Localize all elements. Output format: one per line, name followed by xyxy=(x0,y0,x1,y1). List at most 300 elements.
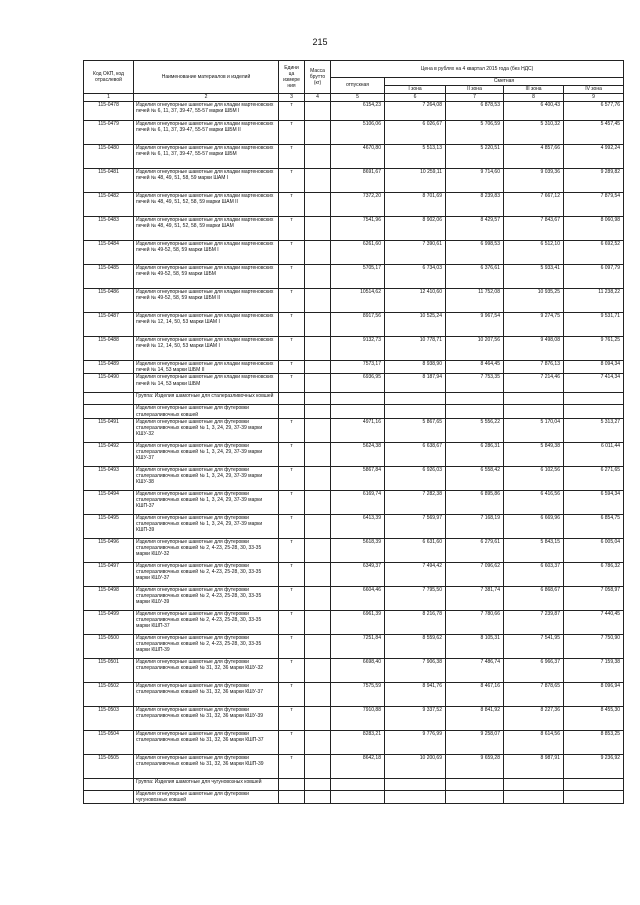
table-row xyxy=(84,169,624,193)
zone-2-price-cell: 7 168,19 xyxy=(446,514,504,538)
name-cell: Изделия огнеупорные шамотные для футеровки сталеразливочных ковшей № 2, 4-23, 25-28, 30, 33-35 марки КШП-37 xyxy=(134,610,279,634)
zone-4-price-cell: 7 750,90 xyxy=(564,634,624,658)
code-cell: 115-0493 xyxy=(84,466,134,490)
release-price-cell: 8917,56 xyxy=(331,313,385,337)
table-row xyxy=(84,393,624,405)
index-cell: 5 xyxy=(331,94,385,102)
code-cell: 115-0503 xyxy=(84,706,134,730)
release-price-cell: 6936,95 xyxy=(331,374,385,393)
index-cell: 9 xyxy=(564,94,624,102)
zone-4-price-cell: 6 577,76 xyxy=(564,102,624,121)
mass-cell xyxy=(305,169,331,193)
zone-2-price-cell: 9 258,07 xyxy=(446,730,504,754)
zone-3-price-cell: 7 876,13 xyxy=(504,361,564,374)
name-cell: Изделия огнеупорные шамотные для футеровки сталеразливочных ковшей № 1, 3, 24, 29, 37-39 марки КШП-39 xyxy=(134,514,279,538)
mass-cell xyxy=(305,790,331,803)
zone-2-price-cell xyxy=(446,778,504,790)
zone-4-price-cell: 8 853,25 xyxy=(564,730,624,754)
zone-3-price-cell: 5 170,04 xyxy=(504,418,564,442)
zone-2-price-cell: 9 659,28 xyxy=(446,754,504,778)
table-row xyxy=(84,405,624,418)
zone-1-price-cell: 8 559,62 xyxy=(385,634,446,658)
unit-cell: т xyxy=(279,586,305,610)
zone-4-price-cell: 4 992,24 xyxy=(564,145,624,169)
zone-4-price-cell: 6 011,44 xyxy=(564,442,624,466)
release-price-cell: 7251,84 xyxy=(331,634,385,658)
code-cell: 115-0486 xyxy=(84,289,134,313)
unit-cell: т xyxy=(279,241,305,265)
zone-1-price-cell: 9 337,52 xyxy=(385,706,446,730)
release-price-cell: 9132,73 xyxy=(331,337,385,361)
table-row xyxy=(84,442,624,466)
release-price-cell: 7575,59 xyxy=(331,682,385,706)
zone-1-price-cell: 7 795,50 xyxy=(385,586,446,610)
unit-cell: т xyxy=(279,466,305,490)
name-cell: Группа: Изделия шамотные для чугуновозных ковшей xyxy=(134,778,279,790)
code-cell: 115-0497 xyxy=(84,562,134,586)
code-cell: 115-0505 xyxy=(84,754,134,778)
index-cell: 8 xyxy=(504,94,564,102)
table-row xyxy=(84,634,624,658)
zone-2-price-cell: 8 429,57 xyxy=(446,217,504,241)
zone-2-price-cell: 6 878,53 xyxy=(446,102,504,121)
zone-4-price-cell: 9 236,92 xyxy=(564,754,624,778)
mass-cell xyxy=(305,706,331,730)
name-cell: Изделия огнеупорные шамотные для футеровки сталеразливочных ковшей № 31, 32, 36 марки КШП-39 xyxy=(134,754,279,778)
zone-2-price-cell: 7 753,35 xyxy=(446,374,504,393)
zone-4-price-cell: 6 692,52 xyxy=(564,241,624,265)
zone-3-price-cell: 5 849,38 xyxy=(504,442,564,466)
mass-cell xyxy=(305,102,331,121)
index-cell: 4 xyxy=(305,94,331,102)
zone-3-price-cell: 6 416,56 xyxy=(504,490,564,514)
unit-cell: т xyxy=(279,337,305,361)
zone-2-price-cell: 6 376,61 xyxy=(446,265,504,289)
unit-cell: т xyxy=(279,442,305,466)
unit-cell: т xyxy=(279,169,305,193)
release-price-cell: 4971,16 xyxy=(331,418,385,442)
zone-2-price-cell: 6 998,53 xyxy=(446,241,504,265)
table-row xyxy=(84,610,624,634)
table-row xyxy=(84,121,624,145)
table-row xyxy=(84,241,624,265)
release-price-cell: 7541,96 xyxy=(331,217,385,241)
unit-cell: т xyxy=(279,193,305,217)
index-cell: 1 xyxy=(84,94,134,102)
release-price-cell: 6154,23 xyxy=(331,102,385,121)
unit-cell: т xyxy=(279,682,305,706)
code-cell: 115-0495 xyxy=(84,514,134,538)
zone-4-price-cell: 6 097,79 xyxy=(564,265,624,289)
code-cell xyxy=(84,405,134,418)
index-cell: 7 xyxy=(446,94,504,102)
zone-3-price-cell: 6 102,56 xyxy=(504,466,564,490)
zone-1-price-cell xyxy=(385,790,446,803)
zone-1-price-cell: 7 282,38 xyxy=(385,490,446,514)
zone-3-price-cell: 5 843,15 xyxy=(504,538,564,562)
release-price-cell: 5106,06 xyxy=(331,121,385,145)
mass-cell xyxy=(305,754,331,778)
release-price-cell: 6169,74 xyxy=(331,490,385,514)
unit-cell: т xyxy=(279,265,305,289)
name-cell: Группа: Изделия шамотные для сталеразливочных ковшей xyxy=(134,393,279,405)
zone-2-price-cell: 6 286,31 xyxy=(446,442,504,466)
zone-4-price-cell: 7 879,54 xyxy=(564,193,624,217)
zone-3-price-cell: 7 541,95 xyxy=(504,634,564,658)
header-index-row xyxy=(84,94,624,102)
zone-3-price-cell: 6 400,43 xyxy=(504,102,564,121)
zone-3-price-cell: 6 603,37 xyxy=(504,562,564,586)
table-row xyxy=(84,658,624,682)
release-price-cell: 6604,46 xyxy=(331,586,385,610)
zone-2-price-cell: 9 967,54 xyxy=(446,313,504,337)
name-cell: Изделия огнеупорные шамотные для футеровки сталеразливочных ковшей № 2, 4-23, 25-28, 30, 33-35 марки КШУ-39 xyxy=(134,586,279,610)
mass-cell xyxy=(305,393,331,405)
zone-2-price-cell: 6 558,42 xyxy=(446,466,504,490)
zone-3-price-cell: 6 512,10 xyxy=(504,241,564,265)
unit-cell: т xyxy=(279,538,305,562)
mass-cell xyxy=(305,337,331,361)
zone-4-price-cell: 5 457,45 xyxy=(564,121,624,145)
zone-1-price-cell: 8 701,69 xyxy=(385,193,446,217)
code-cell: 115-0480 xyxy=(84,145,134,169)
table-row xyxy=(84,706,624,730)
zone-4-price-cell: 9 289,82 xyxy=(564,169,624,193)
release-price-cell: 7910,88 xyxy=(331,706,385,730)
zone-2-price-cell: 5 220,51 xyxy=(446,145,504,169)
release-price-cell: 6698,40 xyxy=(331,658,385,682)
code-cell: 115-0501 xyxy=(84,658,134,682)
zone-3-price-cell: 7 878,65 xyxy=(504,682,564,706)
zone-1-price-cell: 6 734,03 xyxy=(385,265,446,289)
zone-1-price-cell: 7 494,42 xyxy=(385,562,446,586)
table-row xyxy=(84,193,624,217)
release-price-cell xyxy=(331,405,385,418)
table-row xyxy=(84,466,624,490)
name-cell: Изделия огнеупорные шамотные для футеровки чугуновозных ковшей xyxy=(134,790,279,803)
code-cell: 115-0479 xyxy=(84,121,134,145)
zone-1-price-cell: 5 867,65 xyxy=(385,418,446,442)
name-cell: Изделия огнеупорные шамотные для футеровки сталеразливочных ковшей № 1, 3, 24, 29, 37-39 марки КШУ-32 xyxy=(134,418,279,442)
table-row xyxy=(84,265,624,289)
zone-2-price-cell: 7 780,66 xyxy=(446,610,504,634)
zone-4-price-cell: 9 761,25 xyxy=(564,337,624,361)
table-row xyxy=(84,418,624,442)
zone-4-price-cell: 8 096,94 xyxy=(564,682,624,706)
table-row xyxy=(84,514,624,538)
table-row xyxy=(84,337,624,361)
code-cell: 115-0499 xyxy=(84,610,134,634)
mass-cell xyxy=(305,405,331,418)
unit-cell: т xyxy=(279,634,305,658)
zone-4-price-cell: 6 786,32 xyxy=(564,562,624,586)
table-row xyxy=(84,538,624,562)
zone-1-price-cell: 10 259,11 xyxy=(385,169,446,193)
header-release: отпускная xyxy=(331,78,385,94)
mass-cell xyxy=(305,193,331,217)
zone-2-price-cell: 11 752,08 xyxy=(446,289,504,313)
zone-4-price-cell: 7 058,97 xyxy=(564,586,624,610)
index-cell: 6 xyxy=(385,94,446,102)
zone-1-price-cell: 10 200,69 xyxy=(385,754,446,778)
release-price-cell: 7372,20 xyxy=(331,193,385,217)
zone-1-price-cell xyxy=(385,778,446,790)
mass-cell xyxy=(305,121,331,145)
zone-3-price-cell: 7 239,87 xyxy=(504,610,564,634)
zone-2-price-cell: 6 895,86 xyxy=(446,490,504,514)
header-zone-4: IV зона xyxy=(564,86,624,94)
name-cell: Изделия огнеупорные шамотные для кладки мартеновских печей № 14, 53 марки ШБМ II xyxy=(134,361,279,374)
zone-3-price-cell: 8 227,36 xyxy=(504,706,564,730)
zone-2-price-cell: 9 714,60 xyxy=(446,169,504,193)
zone-1-price-cell: 6 638,67 xyxy=(385,442,446,466)
zone-2-price-cell xyxy=(446,790,504,803)
code-cell xyxy=(84,778,134,790)
zone-3-price-cell: 7 667,12 xyxy=(504,193,564,217)
mass-cell xyxy=(305,374,331,393)
zone-2-price-cell: 7 096,62 xyxy=(446,562,504,586)
zone-1-price-cell: 8 902,06 xyxy=(385,217,446,241)
unit-cell xyxy=(279,405,305,418)
unit-cell: т xyxy=(279,562,305,586)
zone-2-price-cell: 6 279,61 xyxy=(446,538,504,562)
mass-cell xyxy=(305,610,331,634)
code-cell: 115-0478 xyxy=(84,102,134,121)
zone-3-price-cell: 9 039,36 xyxy=(504,169,564,193)
header-zone-3: III зона xyxy=(504,86,564,94)
zone-1-price-cell: 8 941,76 xyxy=(385,682,446,706)
mass-cell xyxy=(305,490,331,514)
name-cell: Изделия огнеупорные шамотные для футеровки сталеразливочных ковшей № 2, 4-23, 25-28, 30, 33-35 марки КШУ-32 xyxy=(134,538,279,562)
unit-cell: т xyxy=(279,514,305,538)
zone-4-price-cell: 6 271,65 xyxy=(564,466,624,490)
zone-1-price-cell: 7 264,08 xyxy=(385,102,446,121)
zone-4-price-cell: 6 005,04 xyxy=(564,538,624,562)
table-row xyxy=(84,682,624,706)
mass-cell xyxy=(305,634,331,658)
mass-cell xyxy=(305,217,331,241)
header-zone-2: II зона xyxy=(446,86,504,94)
zone-2-price-cell xyxy=(446,393,504,405)
name-cell: Изделия огнеупорные шамотные для кладки мартеновских печей № 49-52, 58, 59 марки ШБМ xyxy=(134,265,279,289)
code-cell: 115-0490 xyxy=(84,374,134,393)
unit-cell xyxy=(279,778,305,790)
zone-3-price-cell xyxy=(504,778,564,790)
index-cell: 3 xyxy=(279,94,305,102)
zone-4-price-cell xyxy=(564,405,624,418)
header-mass: Масса брутто (кг) xyxy=(305,61,331,94)
zone-4-price-cell xyxy=(564,778,624,790)
code-cell: 115-0494 xyxy=(84,490,134,514)
mass-cell xyxy=(305,466,331,490)
unit-cell xyxy=(279,790,305,803)
table-row xyxy=(84,289,624,313)
zone-4-price-cell: 8 094,34 xyxy=(564,361,624,374)
index-cell: 2 xyxy=(134,94,279,102)
release-price-cell: 5705,17 xyxy=(331,265,385,289)
unit-cell: т xyxy=(279,418,305,442)
mass-cell xyxy=(305,361,331,374)
unit-cell: т xyxy=(279,361,305,374)
zone-4-price-cell xyxy=(564,790,624,803)
zone-1-price-cell: 8 187,94 xyxy=(385,374,446,393)
name-cell: Изделия огнеупорные шамотные для кладки мартеновских печей № 6, 11, 37, 39-47, 55-57 марки ШБМ II xyxy=(134,121,279,145)
release-price-cell: 7573,17 xyxy=(331,361,385,374)
name-cell: Изделия огнеупорные шамотные для кладки мартеновских печей № 48, 49, 51, 52, 58, 59 марки ШАМ xyxy=(134,217,279,241)
name-cell: Изделия огнеупорные шамотные для футеровки сталеразливочных ковшей № 2, 4-23, 25-28, 30, 33-35 марки КШП-39 xyxy=(134,634,279,658)
name-cell: Изделия огнеупорные шамотные для футеровки сталеразливочных ковшей № 1, 3, 24, 29, 37-39 марки КШУ-38 xyxy=(134,466,279,490)
page-number: 215 xyxy=(312,37,328,47)
zone-1-price-cell: 6 926,03 xyxy=(385,466,446,490)
name-cell: Изделия огнеупорные шамотные для кладки мартеновских печей № 49-52, 58, 59 марки ШБМ I xyxy=(134,241,279,265)
zone-3-price-cell xyxy=(504,393,564,405)
zone-3-price-cell xyxy=(504,405,564,418)
zone-3-price-cell: 6 966,37 xyxy=(504,658,564,682)
table-row xyxy=(84,361,624,374)
unit-cell: т xyxy=(279,374,305,393)
code-cell: 115-0484 xyxy=(84,241,134,265)
name-cell: Изделия огнеупорные шамотные для футеровки сталеразливочных ковшей № 31, 32, 36 марки КШП-37 xyxy=(134,730,279,754)
release-price-cell: 5867,84 xyxy=(331,466,385,490)
name-cell: Изделия огнеупорные шамотные для кладки мартеновских печей № 49-52, 58, 59 марки ШБМ II xyxy=(134,289,279,313)
table-row xyxy=(84,217,624,241)
price-table xyxy=(83,60,624,804)
mass-cell xyxy=(305,313,331,337)
mass-cell xyxy=(305,562,331,586)
name-cell: Изделия огнеупорные шамотные для футеровки сталеразливочных ковшей № 31, 32, 36 марки КШУ-39 xyxy=(134,706,279,730)
zone-3-price-cell: 4 857,66 xyxy=(504,145,564,169)
code-cell: 115-0500 xyxy=(84,634,134,658)
zone-4-price-cell: 7 440,45 xyxy=(564,610,624,634)
code-cell: 115-0492 xyxy=(84,442,134,466)
zone-4-price-cell: 6 594,34 xyxy=(564,490,624,514)
mass-cell xyxy=(305,730,331,754)
code-cell xyxy=(84,790,134,803)
code-cell xyxy=(84,393,134,405)
name-cell: Изделия огнеупорные шамотные для кладки мартеновских печей № 48, 49, 51, 52, 58, 59 марки ШАМ II xyxy=(134,193,279,217)
name-cell: Изделия огнеупорные шамотные для кладки мартеновских печей № 6, 11, 37, 39-47, 55-57 марки ШБМ I xyxy=(134,102,279,121)
zone-4-price-cell: 9 531,71 xyxy=(564,313,624,337)
code-cell: 115-0496 xyxy=(84,538,134,562)
header-zone-1: I зона xyxy=(385,86,446,94)
name-cell: Изделия огнеупорные шамотные для кладки мартеновских печей № 6, 11, 37, 39-47, 55-57 марки ШБМ xyxy=(134,145,279,169)
zone-1-price-cell: 7 906,38 xyxy=(385,658,446,682)
zone-2-price-cell: 5 706,59 xyxy=(446,121,504,145)
zone-3-price-cell: 8 614,56 xyxy=(504,730,564,754)
table-row xyxy=(84,490,624,514)
header-name: Наименование материалов и изделий xyxy=(134,61,279,94)
release-price-cell: 8691,67 xyxy=(331,169,385,193)
zone-1-price-cell xyxy=(385,405,446,418)
table-row xyxy=(84,145,624,169)
unit-cell: т xyxy=(279,145,305,169)
table-row xyxy=(84,730,624,754)
table-row xyxy=(84,562,624,586)
zone-4-price-cell: 8 455,30 xyxy=(564,706,624,730)
zone-3-price-cell: 7 214,46 xyxy=(504,374,564,393)
release-price-cell: 5618,39 xyxy=(331,538,385,562)
mass-cell xyxy=(305,538,331,562)
name-cell: Изделия огнеупорные шамотные для кладки мартеновских печей № 14, 53 марки ШБМ xyxy=(134,374,279,393)
release-price-cell: 8642,18 xyxy=(331,754,385,778)
zone-3-price-cell: 5 310,32 xyxy=(504,121,564,145)
unit-cell: т xyxy=(279,217,305,241)
zone-1-price-cell: 6 631,60 xyxy=(385,538,446,562)
mass-cell xyxy=(305,682,331,706)
zone-3-price-cell: 6 669,96 xyxy=(504,514,564,538)
name-cell: Изделия огнеупорные шамотные для футеровки сталеразливочных ковшей № 31, 32, 36 марки КШУ-37 xyxy=(134,682,279,706)
zone-2-price-cell: 8 105,31 xyxy=(446,634,504,658)
header-estimate: Сметная xyxy=(385,78,624,86)
zone-4-price-cell xyxy=(564,393,624,405)
code-cell: 115-0482 xyxy=(84,193,134,217)
unit-cell: т xyxy=(279,610,305,634)
name-cell: Изделия огнеупорные шамотные для кладки мартеновских печей № 12, 14, 50, 53 марки ШАМ I xyxy=(134,313,279,337)
zone-2-price-cell: 10 207,56 xyxy=(446,337,504,361)
mass-cell xyxy=(305,145,331,169)
table-row xyxy=(84,754,624,778)
name-cell: Изделия огнеупорные шамотные для футеровки сталеразливочных ковшей xyxy=(134,405,279,418)
table-row xyxy=(84,102,624,121)
code-cell: 115-0485 xyxy=(84,265,134,289)
zone-1-price-cell: 12 410,60 xyxy=(385,289,446,313)
zone-4-price-cell: 8 060,98 xyxy=(564,217,624,241)
code-cell: 115-0498 xyxy=(84,586,134,610)
zone-2-price-cell: 8 841,92 xyxy=(446,706,504,730)
table-row xyxy=(84,778,624,790)
zone-3-price-cell: 8 987,91 xyxy=(504,754,564,778)
zone-4-price-cell: 11 238,22 xyxy=(564,289,624,313)
mass-cell xyxy=(305,418,331,442)
mass-cell xyxy=(305,778,331,790)
unit-cell: т xyxy=(279,490,305,514)
mass-cell xyxy=(305,289,331,313)
release-price-cell: 6413,39 xyxy=(331,514,385,538)
release-price-cell xyxy=(331,790,385,803)
zone-2-price-cell: 7 486,74 xyxy=(446,658,504,682)
release-price-cell: 8283,21 xyxy=(331,730,385,754)
release-price-cell: 6349,37 xyxy=(331,562,385,586)
release-price-cell xyxy=(331,778,385,790)
release-price-cell: 5624,38 xyxy=(331,442,385,466)
code-cell: 115-0483 xyxy=(84,217,134,241)
mass-cell xyxy=(305,265,331,289)
code-cell: 115-0487 xyxy=(84,313,134,337)
zone-2-price-cell xyxy=(446,405,504,418)
zone-3-price-cell xyxy=(504,790,564,803)
code-cell: 115-0488 xyxy=(84,337,134,361)
name-cell: Изделия огнеупорные шамотные для кладки мартеновских печей № 12, 14, 50, 53 марки ШАМ I xyxy=(134,337,279,361)
zone-1-price-cell: 7 390,61 xyxy=(385,241,446,265)
zone-1-price-cell: 9 776,99 xyxy=(385,730,446,754)
zone-2-price-cell: 8 239,83 xyxy=(446,193,504,217)
unit-cell: т xyxy=(279,313,305,337)
zone-4-price-cell: 5 313,27 xyxy=(564,418,624,442)
unit-cell: т xyxy=(279,658,305,682)
code-cell: 115-0502 xyxy=(84,682,134,706)
table-row xyxy=(84,313,624,337)
release-price-cell xyxy=(331,393,385,405)
zone-1-price-cell: 10 778,71 xyxy=(385,337,446,361)
name-cell: Изделия огнеупорные шамотные для футеровки сталеразливочных ковшей № 1, 3, 24, 29, 37-39 марки КШУ-37 xyxy=(134,442,279,466)
zone-1-price-cell: 10 525,24 xyxy=(385,313,446,337)
zone-1-price-cell: 7 569,97 xyxy=(385,514,446,538)
zone-1-price-cell: 8 938,90 xyxy=(385,361,446,374)
zone-4-price-cell: 7 159,38 xyxy=(564,658,624,682)
header-code: Код ОКП, код отраслевой xyxy=(84,61,134,94)
zone-4-price-cell: 6 854,75 xyxy=(564,514,624,538)
code-cell: 115-0489 xyxy=(84,361,134,374)
